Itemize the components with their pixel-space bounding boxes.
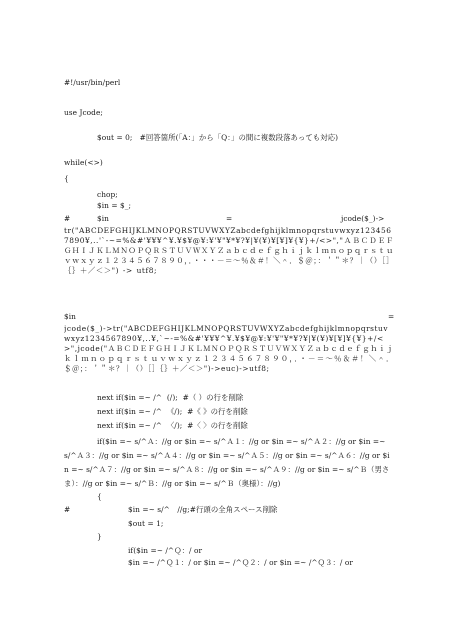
use-line: use Jcode;: [64, 108, 103, 117]
code-line: }: [97, 532, 102, 541]
code-assign: =: [388, 312, 395, 321]
code-call: jcode($_)->: [341, 214, 385, 223]
code-paragraph: tr("ABCDEFGHIJKLMNOPQRSTUVWXYZabcdefghijklmnopqrstuvwxyz1234567890¥,..'`-~=%&#'¥¥¥^¥.¥$¥@¥:¥'¥"¥*¥?¥|¥(¥)¥[¥]¥{¥}+/<>","ＡＢＣＤＥＦＧＨＩＪＫＬＭＮＯＰＱＲＳＴＵＶＷＸＹＺａｂｃｄｅｆｇｈｉｊｋｌｍｎｏｐｑｒｓｔｕｖｗｘｙｚ１２３４５６７８９０，．・・・－＝～％＆＃！＼＾．＄＠；：＇＂＊？｜（）［］｛｝＋／＜＞") -> utf8;: [64, 226, 394, 275]
code-line: if($in =~ /^Ｑ：/ or: [128, 546, 203, 555]
code-line: $in =~ /^Ｑ１：/ or $in =~ /^Ｑ２：/ or $in =~ /^Ｑ３：/ or: [128, 558, 353, 567]
code-line: $in =~ s/^ //g;#行頭の全角スペース削除: [128, 505, 278, 514]
code-paragraph: if($in =~ s/^Ａ：//g or $in =~ s/^Ａ１：//g or $in =~ s/^Ａ２：//g or $in =~ s/^Ａ３：//g or $in =~ s/^Ａ４：//g or $in =~ s/^Ａ５：//g or $in =~ s/^Ａ６：//g or $in =~ s/^Ａ７：//g or $in =~ s/^Ａ８：//g or $in =~ s/^Ａ９：//g or $in =~ s/^Ｂ（男さま）：//g or $in =~ s/^Ｂ：//g or $in =~ s/^Ｂ（奥様）：//g): [64, 437, 390, 488]
code-line: $in = $_;: [97, 201, 132, 210]
code-line: next if($in =~ /^ (/); #（ ）の行を削除: [97, 393, 244, 402]
code-line: {: [64, 174, 69, 183]
code-line: while(<>): [64, 158, 103, 167]
code-var: $in: [64, 312, 76, 321]
code-assign: =: [226, 214, 233, 223]
code-paragraph: jcode($_)->tr("ABCDEFGHIJKLMNOPQRSTUVWXYZabcdefghijklmnopqrstuvwxyz1234567890¥,..¥,`~-=%&#'¥¥¥^¥.¥$¥@¥:¥'¥"¥*¥?¥|¥(¥)¥[¥]¥{¥}+/<>",jcode("ＡＢＣＤＥＦＧＨＩＪＫＬＭＮＯＰＱＲＳＴＵＶＷＸＹＺａｂｃｄｅｆｇｈｉｊｋｌｍｎｏｐｑｒｓｔｕｖｗｘｙｚ１２３４５６７８９０，．・－＝～％＆＃！＼＾．＄＠；：＇＂＊？｜（）［］｛｝＋／＜＞")->euc)->utf8;: [64, 324, 394, 373]
code-line: next if($in =~ /^ 《/); #《 》の行を削除: [97, 407, 248, 416]
code-line: $out = 0; #回答箇所(「A：」から「Q：」の間に複数段落あっても対応): [97, 133, 339, 142]
comment-marker: #: [64, 505, 71, 514]
code-line: chop;: [97, 190, 118, 199]
code-line: {: [97, 492, 102, 501]
code-line: next if($in =~ /^ 〈/); #〈 〉の行を削除: [97, 421, 248, 430]
code-line: $out = 1;: [128, 519, 164, 528]
comment-marker: #: [64, 214, 71, 223]
shebang-line: #!/usr/bin/perl: [64, 78, 121, 87]
code-var: $in: [97, 214, 109, 223]
